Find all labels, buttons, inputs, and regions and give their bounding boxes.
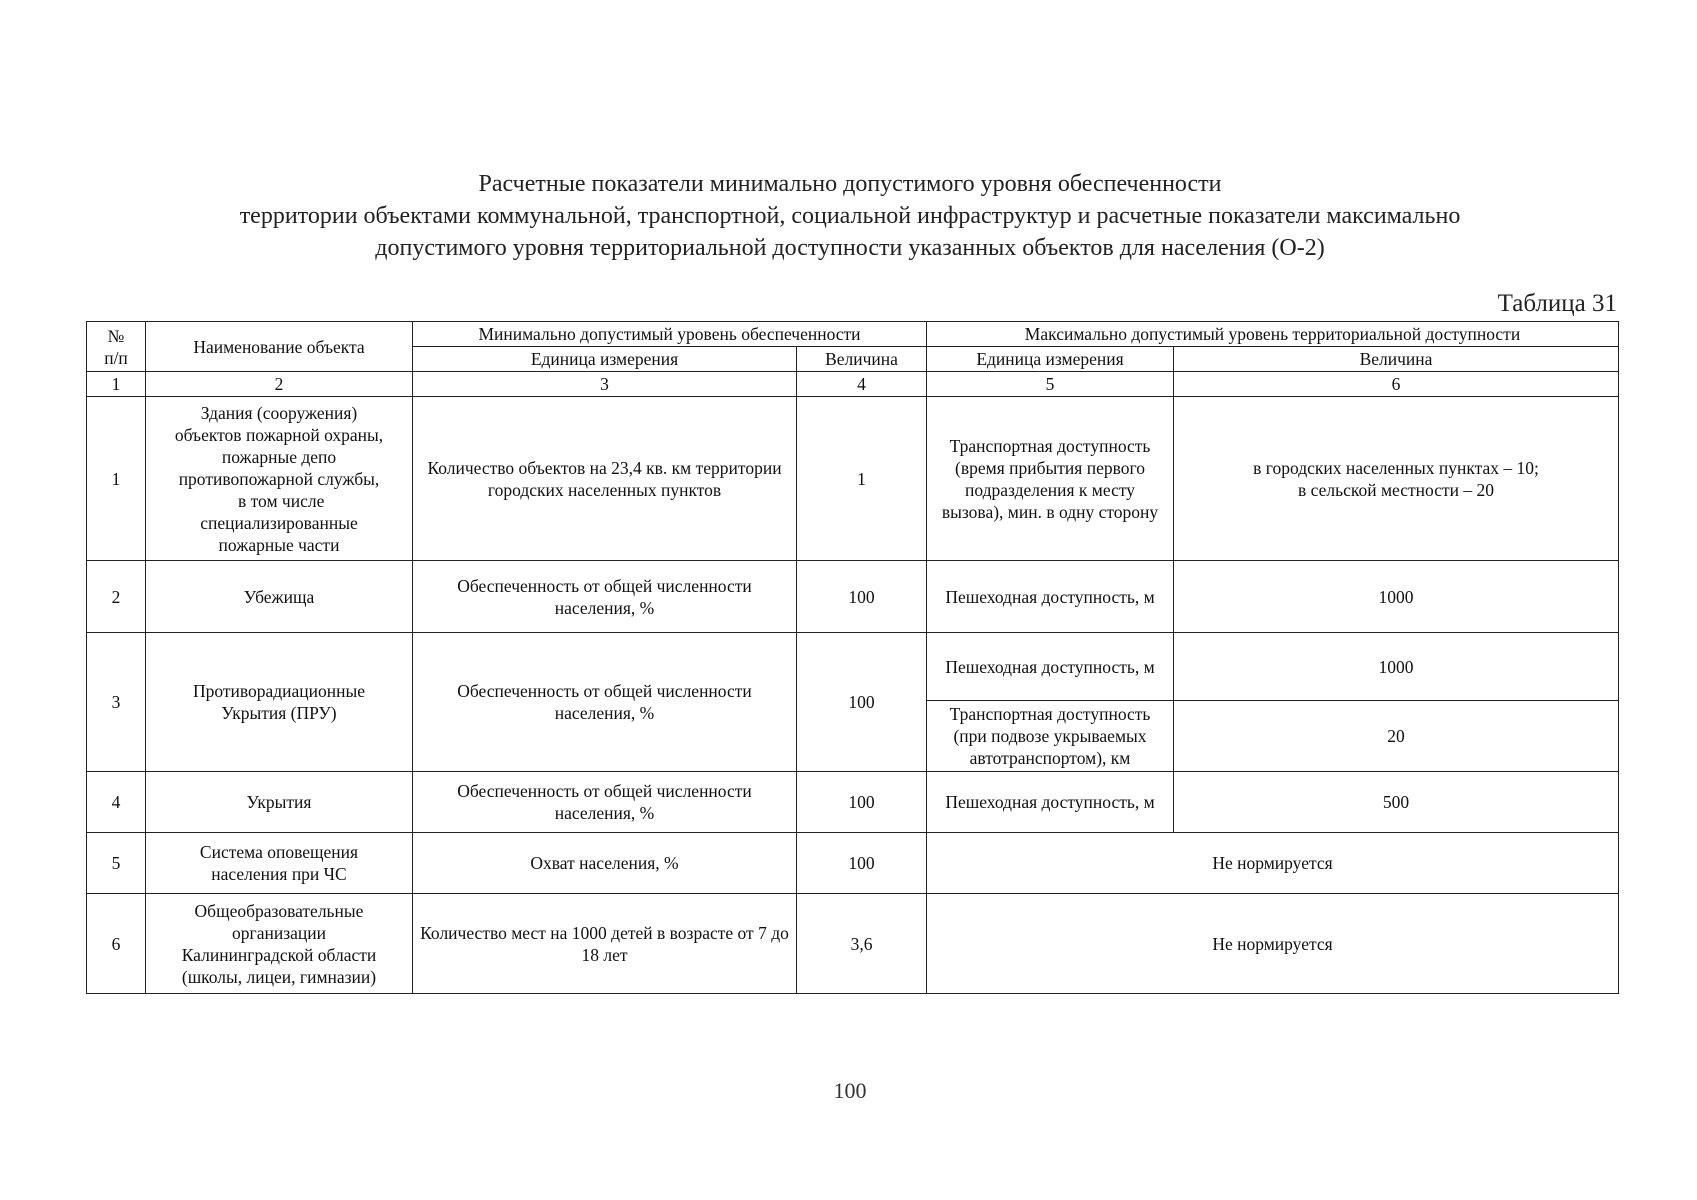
table-row: [87, 772, 1619, 833]
object-name: [146, 633, 413, 772]
column-number-row: [87, 372, 1619, 397]
header-max-value: Величина: [1174, 347, 1619, 372]
header-min-value: Величина: [797, 347, 927, 372]
max-value-cell: 500: [1174, 772, 1619, 833]
header-row-1: [87, 322, 1619, 347]
indicators-table: [86, 321, 1619, 994]
name-line: объектов пожарной охраны,: [174, 424, 384, 445]
header-name: Наименование объекта: [146, 322, 413, 372]
min-value-cell: 100: [797, 633, 927, 772]
header-max-unit: Единица измерения: [927, 347, 1174, 372]
min-unit-cell: Количество объектов на 23,4 кв. км территории городских населенных пунктов: [413, 397, 797, 561]
min-unit-cell: Обеспеченность от общей численности населения, %: [413, 633, 797, 772]
object-name: [146, 833, 413, 894]
min-unit-cell: Охват населения, %: [413, 833, 797, 894]
name-line: населения при ЧС: [211, 864, 347, 884]
name-line: пожарные части: [218, 534, 340, 555]
name-line: (школы, лицеи, гимназии): [181, 966, 377, 987]
header-num-line2: п/п: [104, 347, 128, 368]
column-number: 2: [146, 372, 413, 397]
header-min-group: Минимально допустимый уровень обеспеченности: [413, 322, 927, 347]
row-number: 1: [87, 397, 146, 561]
object-name: Укрытия: [146, 772, 413, 833]
max-value-line: в сельской местности – 20: [1298, 479, 1494, 500]
table-row: [87, 833, 1619, 894]
header-max-group: Максимально допустимый уровень территориальной доступности: [927, 322, 1619, 347]
name-line: в том числе: [233, 490, 325, 511]
name-line: Здания (сооружения): [200, 402, 358, 423]
row-number: 5: [87, 833, 146, 894]
column-number: 5: [927, 372, 1174, 397]
max-merged-cell: Не нормируется: [927, 833, 1619, 894]
name-line: специализированные: [200, 512, 358, 533]
column-number: 1: [87, 372, 146, 397]
min-value-cell: 100: [797, 833, 927, 894]
document-title: [90, 168, 1610, 264]
max-value-cell: 20: [1174, 701, 1619, 772]
max-value-cell: [1174, 397, 1619, 561]
max-unit-cell: Транспортная доступность (время прибытия первого подразделения к месту вызова), мин. в одну сторону: [927, 397, 1174, 561]
min-value-cell: 3,6: [797, 894, 927, 994]
object-name: Убежища: [146, 561, 413, 633]
table-row: [87, 397, 1619, 561]
column-number: 6: [1174, 372, 1619, 397]
header-num: [87, 322, 146, 372]
min-unit-cell: Обеспеченность от общей численности населения, %: [413, 561, 797, 633]
max-merged-cell: Не нормируется: [927, 894, 1619, 994]
name-line: Калининградской области: [181, 944, 377, 965]
name-line: Система оповещения: [199, 842, 359, 862]
row-number: 6: [87, 894, 146, 994]
table-row: [87, 561, 1619, 633]
table-label: Таблица 31: [1497, 290, 1617, 317]
table-row: [87, 894, 1619, 994]
max-value-cell: 1000: [1174, 561, 1619, 633]
header-min-unit: Единица измерения: [413, 347, 797, 372]
name-line: организации: [232, 922, 326, 943]
object-name: [146, 397, 413, 561]
name-line: Укрытия (ПРУ): [221, 703, 337, 723]
title-line-1: Расчетные показатели минимально допустимого уровня обеспеченности: [478, 171, 1222, 197]
min-value-cell: 1: [797, 397, 927, 561]
row-number: 2: [87, 561, 146, 633]
row-number: 3: [87, 633, 146, 772]
min-unit-cell: Обеспеченность от общей численности населения, %: [413, 772, 797, 833]
table-row: [87, 633, 1619, 701]
min-value-cell: 100: [797, 561, 927, 633]
title-line-2: территории объектами коммунальной, транспортной, социальной инфраструктур и расчетные показатели максимально: [239, 203, 1461, 229]
max-unit-cell: Пешеходная доступность, м: [927, 561, 1174, 633]
min-unit-cell: Количество мест на 1000 детей в возрасте от 7 до 18 лет: [413, 894, 797, 994]
title-line-3: допустимого уровня территориальной доступности указанных объектов для населения (О-2): [375, 235, 1325, 261]
column-number: 4: [797, 372, 927, 397]
max-value-line: в городских населенных пунктах – 10;: [1253, 457, 1539, 478]
column-number: 3: [413, 372, 797, 397]
max-value-cell: 1000: [1174, 633, 1619, 701]
header-num-line1: №: [107, 325, 125, 346]
name-line: противопожарной службы,: [178, 468, 380, 489]
min-value-cell: 100: [797, 772, 927, 833]
max-unit-cell: Пешеходная доступность, м: [927, 633, 1174, 701]
max-unit-cell: Транспортная доступность (при подвозе укрываемых автотранспортом), км: [927, 701, 1174, 772]
name-line: Общеобразовательные: [194, 900, 364, 921]
name-line: пожарные депо: [221, 446, 337, 467]
row-number: 4: [87, 772, 146, 833]
name-line: Противорадиационные: [192, 681, 366, 701]
max-unit-cell: Пешеходная доступность, м: [927, 772, 1174, 833]
object-name: [146, 894, 413, 994]
page-number: 100: [833, 1078, 867, 1103]
